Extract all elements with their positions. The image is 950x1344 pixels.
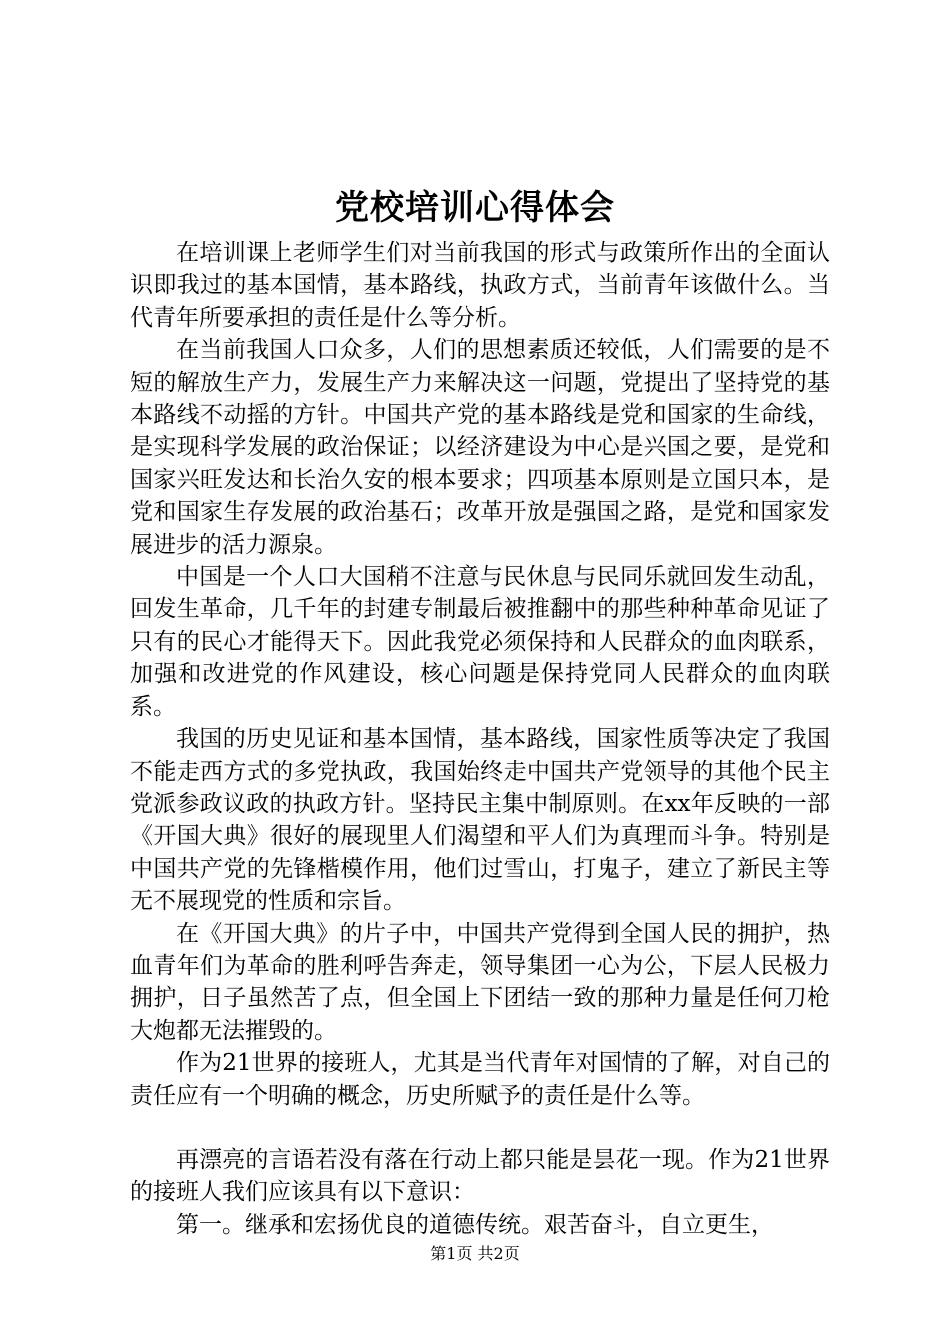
paragraph-spacer	[130, 1112, 830, 1144]
paragraph: 在《开国大典》的片子中，中国共产党得到全国人民的拥护，热血青年们为革命的胜利呼告奔走，领导集团一心为公，下层人民极力拥护，日子虽然苦了点，但全国上下团结一致的那种力量是任何刀枪大炮都无法摧毁的。	[130, 920, 830, 1044]
paragraph: 作为21世界的接班人，尤其是当代青年对国情的了解，对自己的责任应有一个明确的概念，历史所赋予的责任是什么等。	[130, 1050, 830, 1109]
paragraph: 在当前我国人口众多，人们的思想素质还较低，人们需要的是不短的解放生产力，发展生产力来解决这一问题，党提出了坚持党的基本路线不动摇的方针。中国共产党的基本路线是党和国家的生命线，是实现科学发展的政治保证；以经济建设为中心是兴国之要，是党和国家兴旺发达和长治久安的根本要求；四项基本原则是立国只本，是党和国家生存发展的政治基石；改革开放是强国之路，是党和国家发展进步的活力源泉。	[130, 337, 830, 558]
paragraph: 中国是一个人口大国稍不注意与民休息与民同乐就回发生动乱，回发生革命，几千年的封建专制最后被推翻中的那些种种革命见证了只有的民心才能得天下。因此我党必须保持和人民群众的血肉联系，加强和改进党的作风建设，核心问题是保持党同人民群众的血肉联系。	[130, 564, 830, 720]
paragraph: 第一。继承和宏扬优良的道德传统。艰苦奋斗，自立更生，	[176, 1211, 774, 1238]
document-body	[130, 237, 830, 1241]
paragraph: 再漂亮的言语若没有落在行动上都只能是昙花一现。作为21世界的接班人我们应该具有以下意识：	[130, 1146, 830, 1206]
document-title: 党校培训心得体会	[335, 188, 615, 228]
page-number-footer: 第1页 共2页	[430, 1244, 520, 1263]
paragraph: 在培训课上老师学生们对当前我国的形式与政策所作出的全面认识即我过的基本国情，基本路线，执政方式，当前青年该做什么。当代青年所要承担的责任是什么等分析。	[130, 240, 830, 331]
paragraph: 我国的历史见证和基本国情，基本路线，国家性质等决定了我国不能走西方式的多党执政，我国始终走中国共产党领导的其他个民主党派参政议政的执政方针。坚持民主集中制原则。在xx年反映的一部《开国大典》很好的展现里人们渴望和平人们为真理而斗争。特别是中国共产党的先锋楷模作用，他们过雪山，打鬼子，建立了新民主等无不展现党的性质和宗旨。	[130, 726, 830, 915]
